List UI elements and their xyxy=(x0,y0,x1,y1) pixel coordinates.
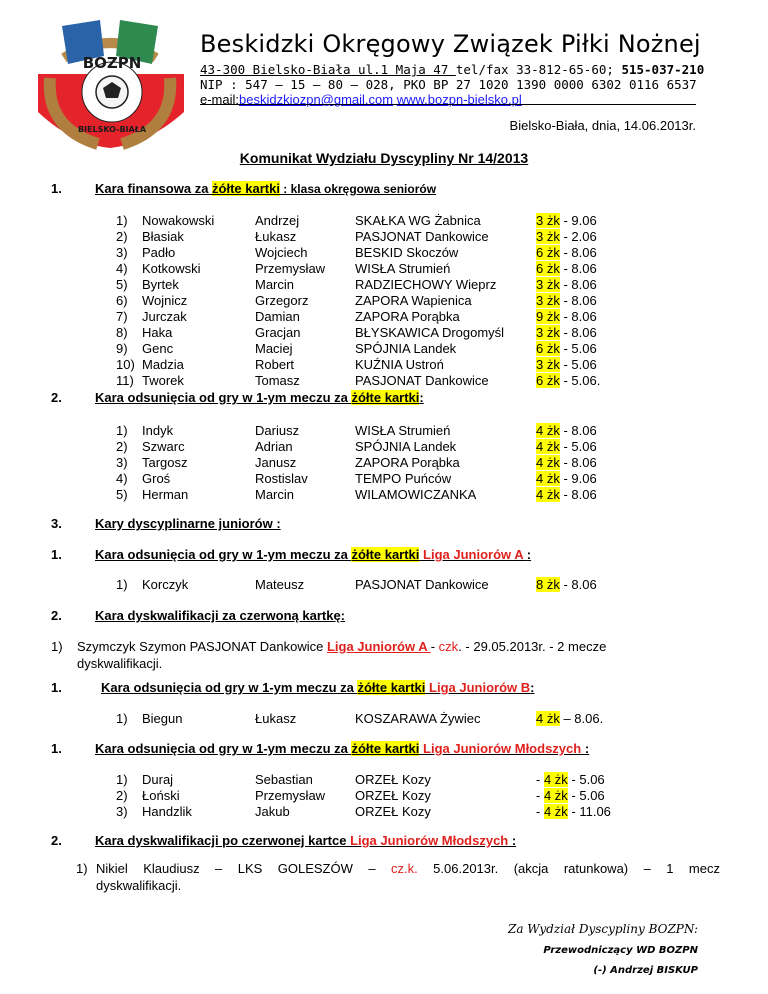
card-highlight: 3 żk xyxy=(536,213,560,228)
player-surname: Tworek xyxy=(142,373,184,388)
card-highlight: 6 żk xyxy=(536,341,560,356)
player-club: SPÓJNIA Landek xyxy=(355,341,457,356)
card-highlight: 6 żk xyxy=(536,261,560,276)
bozpn-logo xyxy=(28,16,192,152)
row-number: 1) xyxy=(116,423,128,438)
signature-line-3: (-) Andrzej BISKUP xyxy=(593,965,698,976)
card-highlight: 4 żk xyxy=(543,772,568,787)
address-tel: tel/fax 33-812-65-60; xyxy=(455,62,622,77)
row-number: 7) xyxy=(116,309,128,324)
player-surname: Madzia xyxy=(142,357,184,372)
player-club: SKAŁKA WG Żabnica xyxy=(355,213,481,228)
row-number: 2) xyxy=(116,439,128,454)
player-club: PASJONAT Dankowice xyxy=(355,373,489,388)
row-number: 5) xyxy=(116,487,128,502)
player-club: SPÓJNIA Landek xyxy=(355,439,457,454)
player-surname: Herman xyxy=(142,487,189,502)
card-highlight: 4 żk xyxy=(543,804,568,819)
player-surname: Byrtek xyxy=(142,277,179,292)
player-surname: Targosz xyxy=(142,455,188,470)
player-firstname: Rostislav xyxy=(255,471,308,486)
player-club: ORZEŁ Kozy xyxy=(355,804,431,819)
section-number: 1. xyxy=(51,181,62,196)
card-count: 3 żk - 8.06 xyxy=(536,325,597,340)
row-number: 9) xyxy=(116,341,128,356)
player-firstname: Wojciech xyxy=(255,245,308,260)
player-firstname: Adrian xyxy=(255,439,293,454)
player-surname: Haka xyxy=(142,325,173,340)
player-firstname: Łukasz xyxy=(255,711,297,726)
row-number: 3) xyxy=(116,245,128,260)
card-count: 4 żk – 8.06. xyxy=(536,711,604,726)
player-surname: Łoński xyxy=(142,788,180,803)
player-club: BŁYSKAWICA Drogomyśl xyxy=(355,325,505,340)
player-club: KOSZARAWA Żywiec xyxy=(355,711,481,726)
card-count: 3 żk - 2.06 xyxy=(536,229,597,244)
player-firstname: Przemysław xyxy=(255,788,326,803)
player-firstname: Sebastian xyxy=(255,772,313,787)
player-club: WISŁA Strumień xyxy=(355,423,451,438)
card-count: 3 żk - 9.06 xyxy=(536,213,597,228)
player-firstname: Gracjan xyxy=(255,325,301,340)
player-firstname: Grzegorz xyxy=(255,293,309,308)
row-number: 11) xyxy=(116,373,134,388)
logo-bottom-text: BIELSKO-BIAŁA xyxy=(77,125,147,134)
address-mobile: 515-037-210 xyxy=(621,62,705,77)
player-firstname: Damian xyxy=(255,309,300,324)
card-highlight: 3 żk xyxy=(536,277,560,292)
card-highlight: 6 żk xyxy=(536,373,560,388)
row-number: 1) xyxy=(116,213,128,228)
player-surname: Biegun xyxy=(142,711,183,726)
player-surname: Korczyk xyxy=(142,577,189,592)
player-firstname: Andrzej xyxy=(255,213,300,228)
player-firstname: Janusz xyxy=(255,455,297,470)
player-club: ORZEŁ Kozy xyxy=(355,772,431,787)
player-firstname: Marcin xyxy=(255,277,295,292)
player-club: PASJONAT Dankowice xyxy=(355,229,489,244)
row-number: 2) xyxy=(116,229,128,244)
header-rule xyxy=(200,104,696,105)
row-number: 1) xyxy=(116,577,128,592)
row-number: 8) xyxy=(116,325,128,340)
player-firstname: Przemysław xyxy=(255,261,326,276)
card-count: - 4 żk - 5.06 xyxy=(536,772,605,787)
player-surname: Jurczak xyxy=(142,309,187,324)
player-club: ZAPORA Porąbka xyxy=(355,455,460,470)
player-club: BESKID Skoczów xyxy=(355,245,459,260)
disqualification-item: 1) Szymczyk Szymon PASJONAT Dankowice Liga Juniorów A - czk. - 29.05.2013r. - 2 mecze dyskwalifikacji. xyxy=(51,639,607,671)
player-surname: Groś xyxy=(142,471,171,486)
player-club: ZAPORA Wapienica xyxy=(355,293,472,308)
player-firstname: Maciej xyxy=(255,341,293,356)
card-count: 4 żk - 9.06 xyxy=(536,471,597,486)
player-surname: Indyk xyxy=(142,423,174,438)
player-club: PASJONAT Dankowice xyxy=(355,577,489,592)
player-firstname: Marcin xyxy=(255,487,295,502)
player-club: KUŹNIA Ustroń xyxy=(355,357,444,372)
player-surname: Handzlik xyxy=(142,804,192,819)
card-highlight: 4 żk xyxy=(536,471,560,486)
card-highlight: 4 żk xyxy=(536,711,560,726)
card-count: - 4 żk - 11.06 xyxy=(536,804,611,819)
website-link[interactable]: www.bozpn-bielsko.pl xyxy=(396,92,522,107)
card-count: 4 żk - 8.06 xyxy=(536,423,597,438)
signature-line-1: Za Wydział Dyscypliny BOZPN: xyxy=(507,922,698,936)
card-count: 4 żk - 8.06 xyxy=(536,455,597,470)
row-number: 5) xyxy=(116,277,128,292)
card-highlight: 4 żk xyxy=(536,423,560,438)
player-surname: Duraj xyxy=(142,772,174,787)
card-highlight: 3 żk xyxy=(536,357,560,372)
card-highlight: 3 żk xyxy=(536,229,560,244)
card-count: 6 żk - 5.06 xyxy=(536,341,597,356)
card-highlight: 6 żk xyxy=(536,245,560,260)
card-count: 3 żk - 8.06 xyxy=(536,277,597,292)
card-count: 3 żk - 8.06 xyxy=(536,293,597,308)
card-highlight: 4 żk xyxy=(536,487,560,502)
row-number: 3) xyxy=(116,804,128,819)
card-count: 6 żk - 8.06 xyxy=(536,245,597,260)
player-firstname: Tomasz xyxy=(255,373,300,388)
org-name: Beskidzki Okręgowy Związek Piłki Nożnej xyxy=(200,30,701,58)
signature-line-2: Przewodniczący WD BOZPN xyxy=(543,945,698,956)
row-number: 10) xyxy=(116,357,135,372)
row-number: 1) xyxy=(116,772,128,787)
row-number: 1) xyxy=(116,711,128,726)
card-highlight: 8 żk xyxy=(536,577,560,592)
card-count: 4 żk - 8.06 xyxy=(536,487,597,502)
nip-line: NIP : 547 – 15 – 80 – 028, PKO BP 27 1020 1390 0000 6302 0116 6537 xyxy=(200,77,697,92)
player-firstname: Jakub xyxy=(255,804,290,819)
player-surname: Wojnicz xyxy=(142,293,188,308)
row-number: 3) xyxy=(116,455,128,470)
player-firstname: Mateusz xyxy=(255,577,305,592)
player-surname: Padło xyxy=(142,245,176,260)
page-title: Komunikat Wydziału Dyscypliny Nr 14/2013 xyxy=(239,150,529,166)
card-count: 3 żk - 5.06 xyxy=(536,357,597,372)
player-surname: Szwarc xyxy=(142,439,185,454)
card-count: 6 żk - 5.06. xyxy=(536,373,601,388)
card-highlight: 4 żk xyxy=(536,455,560,470)
player-club: WISŁA Strumień xyxy=(355,261,451,276)
player-club: WILAMOWICZANKA xyxy=(355,487,477,502)
card-count: 9 żk - 8.06 xyxy=(536,309,597,324)
card-count: 4 żk - 5.06 xyxy=(536,439,597,454)
card-highlight: 3 żk xyxy=(536,325,560,340)
player-club: ORZEŁ Kozy xyxy=(355,788,431,803)
player-club: ZAPORA Porąbka xyxy=(355,309,460,324)
player-club: TEMPO Puńców xyxy=(355,471,452,486)
card-count: 6 żk - 8.06 xyxy=(536,261,597,276)
section-title: Kara finansowa za żółte kartki : klasa okręgowa seniorów xyxy=(95,181,437,196)
player-surname: Genc xyxy=(142,341,174,356)
player-firstname: Robert xyxy=(255,357,295,372)
card-highlight: 4 żk xyxy=(536,439,560,454)
disqualification-item: 1) Nikiel Klaudiusz – LKS GOLESZÓW – cz.k. 5.06.2013r. (akcja ratunkowa) – 1 mecz dyskwalifikacji. xyxy=(76,861,720,893)
card-highlight: 9 żk xyxy=(536,309,560,324)
logo-top-text: BOZPN xyxy=(82,54,142,72)
card-highlight: 4 żk xyxy=(543,788,568,803)
row-number: 4) xyxy=(116,261,128,276)
email-label: e-mail: xyxy=(200,92,240,107)
card-highlight: 3 żk xyxy=(536,293,560,308)
row-number: 2) xyxy=(116,788,128,803)
email-link[interactable]: beskidzkiozpn@gmail.com xyxy=(239,92,394,107)
place-date: Bielsko-Biała, dnia, 14.06.2013r. xyxy=(509,118,696,133)
player-surname: Nowakowski xyxy=(142,213,215,228)
card-count: 8 żk - 8.06 xyxy=(536,577,597,592)
player-club: RADZIECHOWY Wieprz xyxy=(355,277,497,292)
row-number: 6) xyxy=(116,293,128,308)
player-firstname: Łukasz xyxy=(255,229,297,244)
player-surname: Błasiak xyxy=(142,229,184,244)
address-line xyxy=(200,62,704,77)
player-firstname: Dariusz xyxy=(255,423,300,438)
address-street: 43-300 Bielsko-Biała ul.1 Maja 47 xyxy=(200,62,456,77)
row-number: 4) xyxy=(116,471,128,486)
player-surname: Kotkowski xyxy=(142,261,201,276)
card-count: - 4 żk - 5.06 xyxy=(536,788,605,803)
